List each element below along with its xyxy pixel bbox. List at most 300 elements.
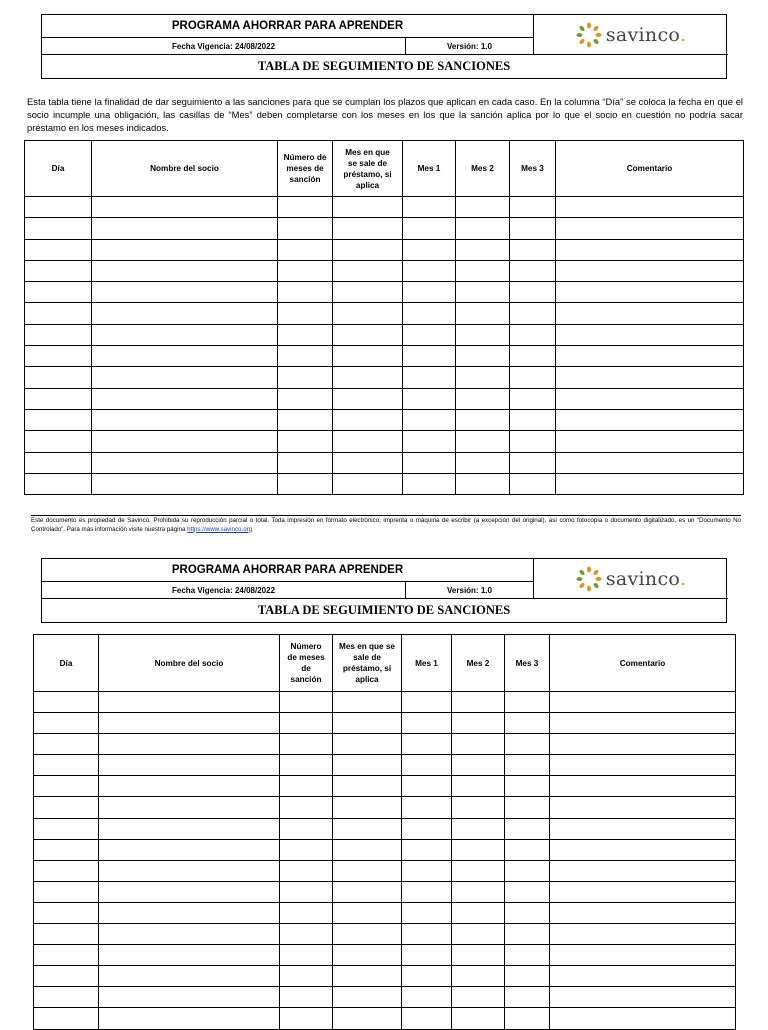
empty-cell[interactable] bbox=[403, 367, 456, 388]
table-row bbox=[34, 797, 736, 818]
empty-cell[interactable] bbox=[510, 260, 556, 281]
empty-cell[interactable] bbox=[25, 260, 92, 281]
empty-cell[interactable] bbox=[403, 303, 456, 324]
table-row bbox=[34, 902, 736, 923]
empty-cell[interactable] bbox=[456, 431, 510, 452]
table-row bbox=[34, 776, 736, 797]
table-row bbox=[25, 260, 744, 281]
empty-cell[interactable] bbox=[403, 452, 456, 473]
empty-cell[interactable] bbox=[452, 818, 505, 839]
empty-cell[interactable] bbox=[34, 881, 99, 902]
empty-cell[interactable] bbox=[99, 818, 280, 839]
col-header-month3: Mes 3 bbox=[510, 141, 556, 197]
empty-cell[interactable] bbox=[92, 260, 278, 281]
empty-cell[interactable] bbox=[278, 324, 333, 345]
empty-cell[interactable] bbox=[550, 755, 736, 776]
empty-cell[interactable] bbox=[510, 388, 556, 409]
document-footer bbox=[31, 515, 741, 534]
empty-cell[interactable] bbox=[333, 473, 403, 494]
empty-cell[interactable] bbox=[333, 818, 402, 839]
empty-cell[interactable] bbox=[92, 324, 278, 345]
empty-cell[interactable] bbox=[550, 818, 736, 839]
empty-cell[interactable] bbox=[92, 239, 278, 260]
empty-cell[interactable] bbox=[34, 692, 99, 713]
empty-cell[interactable] bbox=[452, 1008, 505, 1029]
empty-cell[interactable] bbox=[280, 755, 333, 776]
col-header-month2: Mes 2 bbox=[452, 635, 505, 692]
empty-cell[interactable] bbox=[333, 945, 402, 966]
empty-cell[interactable] bbox=[34, 755, 99, 776]
table-row bbox=[25, 303, 744, 324]
empty-cell[interactable] bbox=[280, 713, 333, 734]
empty-cell[interactable] bbox=[278, 473, 333, 494]
empty-cell[interactable] bbox=[34, 713, 99, 734]
empty-cell[interactable] bbox=[333, 452, 403, 473]
empty-cell[interactable] bbox=[99, 924, 280, 945]
empty-cell[interactable] bbox=[505, 797, 550, 818]
empty-cell[interactable] bbox=[402, 776, 452, 797]
empty-cell[interactable] bbox=[556, 303, 744, 324]
table-row bbox=[25, 409, 744, 430]
empty-cell[interactable] bbox=[452, 692, 505, 713]
empty-cell[interactable] bbox=[452, 776, 505, 797]
empty-cell[interactable] bbox=[99, 987, 280, 1008]
empty-cell[interactable] bbox=[278, 346, 333, 367]
empty-cell[interactable] bbox=[510, 324, 556, 345]
empty-cell[interactable] bbox=[333, 713, 402, 734]
empty-cell[interactable] bbox=[34, 734, 99, 755]
empty-cell[interactable] bbox=[452, 755, 505, 776]
table-title: TABLA DE SEGUIMIENTO DE SANCIONES bbox=[257, 59, 511, 73]
empty-cell[interactable] bbox=[280, 692, 333, 713]
empty-cell[interactable] bbox=[452, 966, 505, 987]
empty-cell[interactable] bbox=[34, 966, 99, 987]
empty-cell[interactable] bbox=[99, 945, 280, 966]
empty-cell[interactable] bbox=[505, 734, 550, 755]
col-header-member-name: Nombre del socio bbox=[99, 635, 280, 692]
empty-cell[interactable] bbox=[556, 431, 744, 452]
empty-cell[interactable] bbox=[92, 473, 278, 494]
empty-cell[interactable] bbox=[505, 902, 550, 923]
empty-cell[interactable] bbox=[99, 902, 280, 923]
empty-cell[interactable] bbox=[505, 987, 550, 1008]
table-row bbox=[34, 1008, 736, 1029]
table-row bbox=[25, 324, 744, 345]
empty-cell[interactable] bbox=[280, 881, 333, 902]
empty-cell[interactable] bbox=[278, 197, 333, 218]
empty-cell[interactable] bbox=[505, 776, 550, 797]
empty-cell[interactable] bbox=[333, 881, 402, 902]
table-row bbox=[34, 713, 736, 734]
empty-cell[interactable] bbox=[403, 324, 456, 345]
empty-cell[interactable] bbox=[452, 797, 505, 818]
empty-cell[interactable] bbox=[556, 282, 744, 303]
empty-cell[interactable] bbox=[452, 881, 505, 902]
empty-cell[interactable] bbox=[25, 218, 92, 239]
empty-cell[interactable] bbox=[403, 473, 456, 494]
empty-cell[interactable] bbox=[402, 924, 452, 945]
empty-cell[interactable] bbox=[333, 197, 403, 218]
table-row bbox=[25, 431, 744, 452]
empty-cell[interactable] bbox=[505, 924, 550, 945]
empty-cell[interactable] bbox=[333, 409, 403, 430]
empty-cell[interactable] bbox=[556, 218, 744, 239]
empty-cell[interactable] bbox=[402, 966, 452, 987]
empty-cell[interactable] bbox=[92, 282, 278, 303]
empty-cell[interactable] bbox=[510, 346, 556, 367]
empty-cell[interactable] bbox=[550, 713, 736, 734]
intro-paragraph: Esta tabla tiene la finalidad de dar seguimiento a las sanciones para que se cumplan los plazos que aplican en cada caso. En la columna “Día” se coloca la fecha en que el socio incumple una obligación, las casillas de “Mes” deben completarse con los meses en los que la sanción aplica por lo que el socio en cuestión no podría sacar préstamo en los meses indicados. bbox=[27, 96, 743, 133]
empty-cell[interactable] bbox=[556, 197, 744, 218]
empty-cell[interactable] bbox=[556, 452, 744, 473]
empty-cell[interactable] bbox=[403, 260, 456, 281]
empty-cell[interactable] bbox=[333, 303, 403, 324]
empty-cell[interactable] bbox=[403, 409, 456, 430]
empty-cell[interactable] bbox=[550, 902, 736, 923]
empty-cell[interactable] bbox=[402, 713, 452, 734]
empty-cell[interactable] bbox=[456, 409, 510, 430]
col-header-comment: Comentario bbox=[550, 635, 736, 692]
empty-cell[interactable] bbox=[278, 452, 333, 473]
col-header-day: Día bbox=[25, 141, 92, 197]
empty-cell[interactable] bbox=[556, 239, 744, 260]
empty-cell[interactable] bbox=[333, 260, 403, 281]
table-row bbox=[34, 692, 736, 713]
empty-cell[interactable] bbox=[505, 713, 550, 734]
empty-cell[interactable] bbox=[452, 713, 505, 734]
empty-cell[interactable] bbox=[456, 367, 510, 388]
empty-cell[interactable] bbox=[510, 409, 556, 430]
empty-cell[interactable] bbox=[333, 1008, 402, 1029]
empty-cell[interactable] bbox=[278, 367, 333, 388]
empty-cell[interactable] bbox=[34, 945, 99, 966]
empty-cell[interactable] bbox=[25, 239, 92, 260]
empty-cell[interactable] bbox=[550, 797, 736, 818]
empty-cell[interactable] bbox=[456, 282, 510, 303]
empty-cell[interactable] bbox=[456, 346, 510, 367]
empty-cell[interactable] bbox=[510, 473, 556, 494]
table-header-row bbox=[34, 635, 736, 692]
empty-cell[interactable] bbox=[34, 987, 99, 1008]
table-row bbox=[25, 452, 744, 473]
empty-cell[interactable] bbox=[92, 303, 278, 324]
table-row bbox=[34, 881, 736, 902]
empty-cell[interactable] bbox=[403, 197, 456, 218]
version-label: Versión: 1.0 bbox=[406, 38, 533, 55]
empty-cell[interactable] bbox=[403, 431, 456, 452]
empty-cell[interactable] bbox=[452, 860, 505, 881]
logo-wordmark: savinco. bbox=[605, 567, 687, 590]
empty-cell[interactable] bbox=[402, 1008, 452, 1029]
empty-cell[interactable] bbox=[280, 797, 333, 818]
empty-cell[interactable] bbox=[402, 755, 452, 776]
empty-cell[interactable] bbox=[25, 452, 92, 473]
empty-cell[interactable] bbox=[34, 818, 99, 839]
empty-cell[interactable] bbox=[456, 197, 510, 218]
empty-cell[interactable] bbox=[550, 987, 736, 1008]
table-row bbox=[34, 734, 736, 755]
empty-cell[interactable] bbox=[99, 1008, 280, 1029]
empty-cell[interactable] bbox=[333, 346, 403, 367]
col-header-month3: Mes 3 bbox=[505, 635, 550, 692]
empty-cell[interactable] bbox=[278, 260, 333, 281]
empty-cell[interactable] bbox=[92, 452, 278, 473]
empty-cell[interactable] bbox=[333, 388, 403, 409]
empty-cell[interactable] bbox=[510, 282, 556, 303]
empty-cell[interactable] bbox=[280, 1008, 333, 1029]
empty-cell[interactable] bbox=[278, 409, 333, 430]
empty-cell[interactable] bbox=[556, 346, 744, 367]
empty-cell[interactable] bbox=[510, 303, 556, 324]
empty-cell[interactable] bbox=[333, 282, 403, 303]
col-header-month2: Mes 2 bbox=[456, 141, 510, 197]
empty-cell[interactable] bbox=[280, 818, 333, 839]
empty-cell[interactable] bbox=[99, 692, 280, 713]
empty-cell[interactable] bbox=[452, 945, 505, 966]
table-row bbox=[25, 346, 744, 367]
empty-cell[interactable] bbox=[278, 239, 333, 260]
empty-cell[interactable] bbox=[510, 367, 556, 388]
table-row bbox=[34, 818, 736, 839]
table-row bbox=[34, 966, 736, 987]
table-row bbox=[25, 239, 744, 260]
empty-cell[interactable] bbox=[333, 924, 402, 945]
empty-cell[interactable] bbox=[333, 860, 402, 881]
empty-cell[interactable] bbox=[280, 924, 333, 945]
empty-cell[interactable] bbox=[278, 282, 333, 303]
empty-cell[interactable] bbox=[333, 239, 403, 260]
empty-cell[interactable] bbox=[333, 839, 402, 860]
empty-cell[interactable] bbox=[278, 431, 333, 452]
empty-cell[interactable] bbox=[99, 797, 280, 818]
empty-cell[interactable] bbox=[550, 881, 736, 902]
empty-cell[interactable] bbox=[25, 388, 92, 409]
col-header-loan-exit-month: Mes en que se sale de préstamo, si aplica bbox=[333, 141, 403, 197]
empty-cell[interactable] bbox=[99, 966, 280, 987]
empty-cell[interactable] bbox=[556, 324, 744, 345]
empty-cell[interactable] bbox=[403, 239, 456, 260]
empty-cell[interactable] bbox=[99, 881, 280, 902]
empty-cell[interactable] bbox=[550, 839, 736, 860]
empty-cell[interactable] bbox=[280, 776, 333, 797]
empty-cell[interactable] bbox=[25, 473, 92, 494]
empty-cell[interactable] bbox=[456, 218, 510, 239]
empty-cell[interactable] bbox=[556, 409, 744, 430]
empty-cell[interactable] bbox=[510, 452, 556, 473]
empty-cell[interactable] bbox=[333, 324, 403, 345]
empty-cell[interactable] bbox=[550, 1008, 736, 1029]
empty-cell[interactable] bbox=[456, 303, 510, 324]
empty-cell[interactable] bbox=[505, 881, 550, 902]
col-header-member-name: Nombre del socio bbox=[92, 141, 278, 197]
empty-cell[interactable] bbox=[333, 797, 402, 818]
empty-cell[interactable] bbox=[25, 282, 92, 303]
empty-cell[interactable] bbox=[278, 303, 333, 324]
empty-cell[interactable] bbox=[25, 303, 92, 324]
empty-cell[interactable] bbox=[456, 239, 510, 260]
empty-cell[interactable] bbox=[280, 966, 333, 987]
empty-cell[interactable] bbox=[402, 987, 452, 1008]
empty-cell[interactable] bbox=[556, 260, 744, 281]
empty-cell[interactable] bbox=[510, 431, 556, 452]
empty-cell[interactable] bbox=[505, 755, 550, 776]
empty-cell[interactable] bbox=[456, 388, 510, 409]
empty-cell[interactable] bbox=[452, 987, 505, 1008]
empty-cell[interactable] bbox=[402, 945, 452, 966]
col-header-loan-exit-month: Mes en que se sale de préstamo, si aplica bbox=[333, 635, 402, 692]
empty-cell[interactable] bbox=[92, 218, 278, 239]
empty-cell[interactable] bbox=[280, 902, 333, 923]
empty-cell[interactable] bbox=[280, 734, 333, 755]
empty-cell[interactable] bbox=[505, 860, 550, 881]
empty-cell[interactable] bbox=[402, 902, 452, 923]
empty-cell[interactable] bbox=[99, 839, 280, 860]
empty-cell[interactable] bbox=[34, 924, 99, 945]
empty-cell[interactable] bbox=[556, 367, 744, 388]
effective-date: Fecha Vigencia: 24/08/2022 bbox=[42, 582, 406, 599]
empty-cell[interactable] bbox=[99, 755, 280, 776]
empty-cell[interactable] bbox=[333, 755, 402, 776]
empty-cell[interactable] bbox=[505, 839, 550, 860]
savinco-logo bbox=[533, 15, 728, 55]
col-header-months-sanction: Número de meses de sanción bbox=[280, 635, 333, 692]
version-label: Versión: 1.0 bbox=[406, 582, 533, 599]
savinco-leaf-icon bbox=[576, 566, 602, 592]
footer-notice: Este documento es propiedad de Savinco. Prohibida su reproducción parcial o total. Toda impresión en formato electrónico, imprenta o máquina de escribir (a excepción del original), así como fotocopia o documento digitalizado, es un “Documento No Controlado”. Para más información visite nuestra página bbox=[31, 517, 741, 533]
empty-cell[interactable] bbox=[92, 431, 278, 452]
document-header bbox=[41, 14, 727, 79]
empty-cell[interactable] bbox=[92, 367, 278, 388]
empty-cell[interactable] bbox=[403, 282, 456, 303]
col-header-month1: Mes 1 bbox=[403, 141, 456, 197]
empty-cell[interactable] bbox=[280, 860, 333, 881]
table-row bbox=[34, 945, 736, 966]
empty-cell[interactable] bbox=[99, 860, 280, 881]
empty-cell[interactable] bbox=[402, 881, 452, 902]
empty-cell[interactable] bbox=[505, 818, 550, 839]
empty-cell[interactable] bbox=[505, 945, 550, 966]
empty-cell[interactable] bbox=[333, 734, 402, 755]
empty-cell[interactable] bbox=[505, 966, 550, 987]
empty-cell[interactable] bbox=[278, 218, 333, 239]
empty-cell[interactable] bbox=[456, 452, 510, 473]
empty-cell[interactable] bbox=[402, 839, 452, 860]
empty-cell[interactable] bbox=[550, 945, 736, 966]
empty-cell[interactable] bbox=[99, 734, 280, 755]
savinco-logo bbox=[533, 559, 728, 599]
empty-cell[interactable] bbox=[34, 860, 99, 881]
table-row bbox=[25, 282, 744, 303]
table-row bbox=[25, 388, 744, 409]
empty-cell[interactable] bbox=[99, 713, 280, 734]
empty-cell[interactable] bbox=[505, 1008, 550, 1029]
table-row bbox=[25, 218, 744, 239]
empty-cell[interactable] bbox=[403, 388, 456, 409]
empty-cell[interactable] bbox=[25, 367, 92, 388]
empty-cell[interactable] bbox=[550, 860, 736, 881]
empty-cell[interactable] bbox=[456, 324, 510, 345]
empty-cell[interactable] bbox=[280, 945, 333, 966]
empty-cell[interactable] bbox=[402, 734, 452, 755]
empty-cell[interactable] bbox=[280, 839, 333, 860]
empty-cell[interactable] bbox=[402, 860, 452, 881]
empty-cell[interactable] bbox=[92, 409, 278, 430]
sanctions-table bbox=[24, 140, 744, 495]
empty-cell[interactable] bbox=[550, 966, 736, 987]
empty-cell[interactable] bbox=[403, 218, 456, 239]
empty-cell[interactable] bbox=[99, 776, 280, 797]
empty-cell[interactable] bbox=[25, 431, 92, 452]
empty-cell[interactable] bbox=[34, 797, 99, 818]
empty-cell[interactable] bbox=[34, 1008, 99, 1029]
empty-cell[interactable] bbox=[333, 367, 403, 388]
empty-cell[interactable] bbox=[402, 797, 452, 818]
empty-cell[interactable] bbox=[25, 197, 92, 218]
empty-cell[interactable] bbox=[550, 924, 736, 945]
empty-cell[interactable] bbox=[25, 346, 92, 367]
empty-cell[interactable] bbox=[34, 902, 99, 923]
empty-cell[interactable] bbox=[280, 987, 333, 1008]
empty-cell[interactable] bbox=[505, 692, 550, 713]
empty-cell[interactable] bbox=[556, 473, 744, 494]
empty-cell[interactable] bbox=[34, 839, 99, 860]
empty-cell[interactable] bbox=[456, 260, 510, 281]
empty-cell[interactable] bbox=[550, 692, 736, 713]
col-header-months-sanction: Número de meses de sanción bbox=[278, 141, 333, 197]
empty-cell[interactable] bbox=[456, 473, 510, 494]
empty-cell[interactable] bbox=[452, 734, 505, 755]
empty-cell[interactable] bbox=[510, 218, 556, 239]
empty-cell[interactable] bbox=[402, 692, 452, 713]
empty-cell[interactable] bbox=[278, 388, 333, 409]
empty-cell[interactable] bbox=[92, 197, 278, 218]
empty-cell[interactable] bbox=[452, 839, 505, 860]
empty-cell[interactable] bbox=[550, 776, 736, 797]
empty-cell[interactable] bbox=[452, 902, 505, 923]
empty-cell[interactable] bbox=[452, 924, 505, 945]
empty-cell[interactable] bbox=[333, 431, 403, 452]
footer-link[interactable]: https://www.savinco.org bbox=[187, 525, 253, 533]
empty-cell[interactable] bbox=[403, 346, 456, 367]
empty-cell[interactable] bbox=[333, 776, 402, 797]
empty-cell[interactable] bbox=[333, 987, 402, 1008]
table-title: TABLA DE SEGUIMIENTO DE SANCIONES bbox=[257, 603, 511, 617]
empty-cell[interactable] bbox=[333, 966, 402, 987]
empty-cell[interactable] bbox=[92, 346, 278, 367]
empty-cell[interactable] bbox=[333, 902, 402, 923]
empty-cell[interactable] bbox=[550, 734, 736, 755]
sanctions-table-2 bbox=[33, 634, 736, 1030]
program-title: PROGRAMA AHORRAR PARA APRENDER bbox=[42, 559, 533, 582]
col-header-comment: Comentario bbox=[556, 141, 744, 197]
empty-cell[interactable] bbox=[92, 388, 278, 409]
empty-cell[interactable] bbox=[510, 197, 556, 218]
empty-cell[interactable] bbox=[333, 692, 402, 713]
empty-cell[interactable] bbox=[25, 409, 92, 430]
empty-cell[interactable] bbox=[25, 324, 92, 345]
empty-cell[interactable] bbox=[34, 776, 99, 797]
empty-cell[interactable] bbox=[510, 239, 556, 260]
empty-cell[interactable] bbox=[333, 218, 403, 239]
logo-wordmark: savinco. bbox=[605, 23, 687, 46]
document-header-2 bbox=[41, 558, 727, 623]
table-row bbox=[25, 367, 744, 388]
table-row bbox=[34, 839, 736, 860]
program-title: PROGRAMA AHORRAR PARA APRENDER bbox=[42, 15, 533, 38]
empty-cell[interactable] bbox=[402, 818, 452, 839]
table-header-row bbox=[25, 141, 744, 197]
empty-cell[interactable] bbox=[556, 388, 744, 409]
